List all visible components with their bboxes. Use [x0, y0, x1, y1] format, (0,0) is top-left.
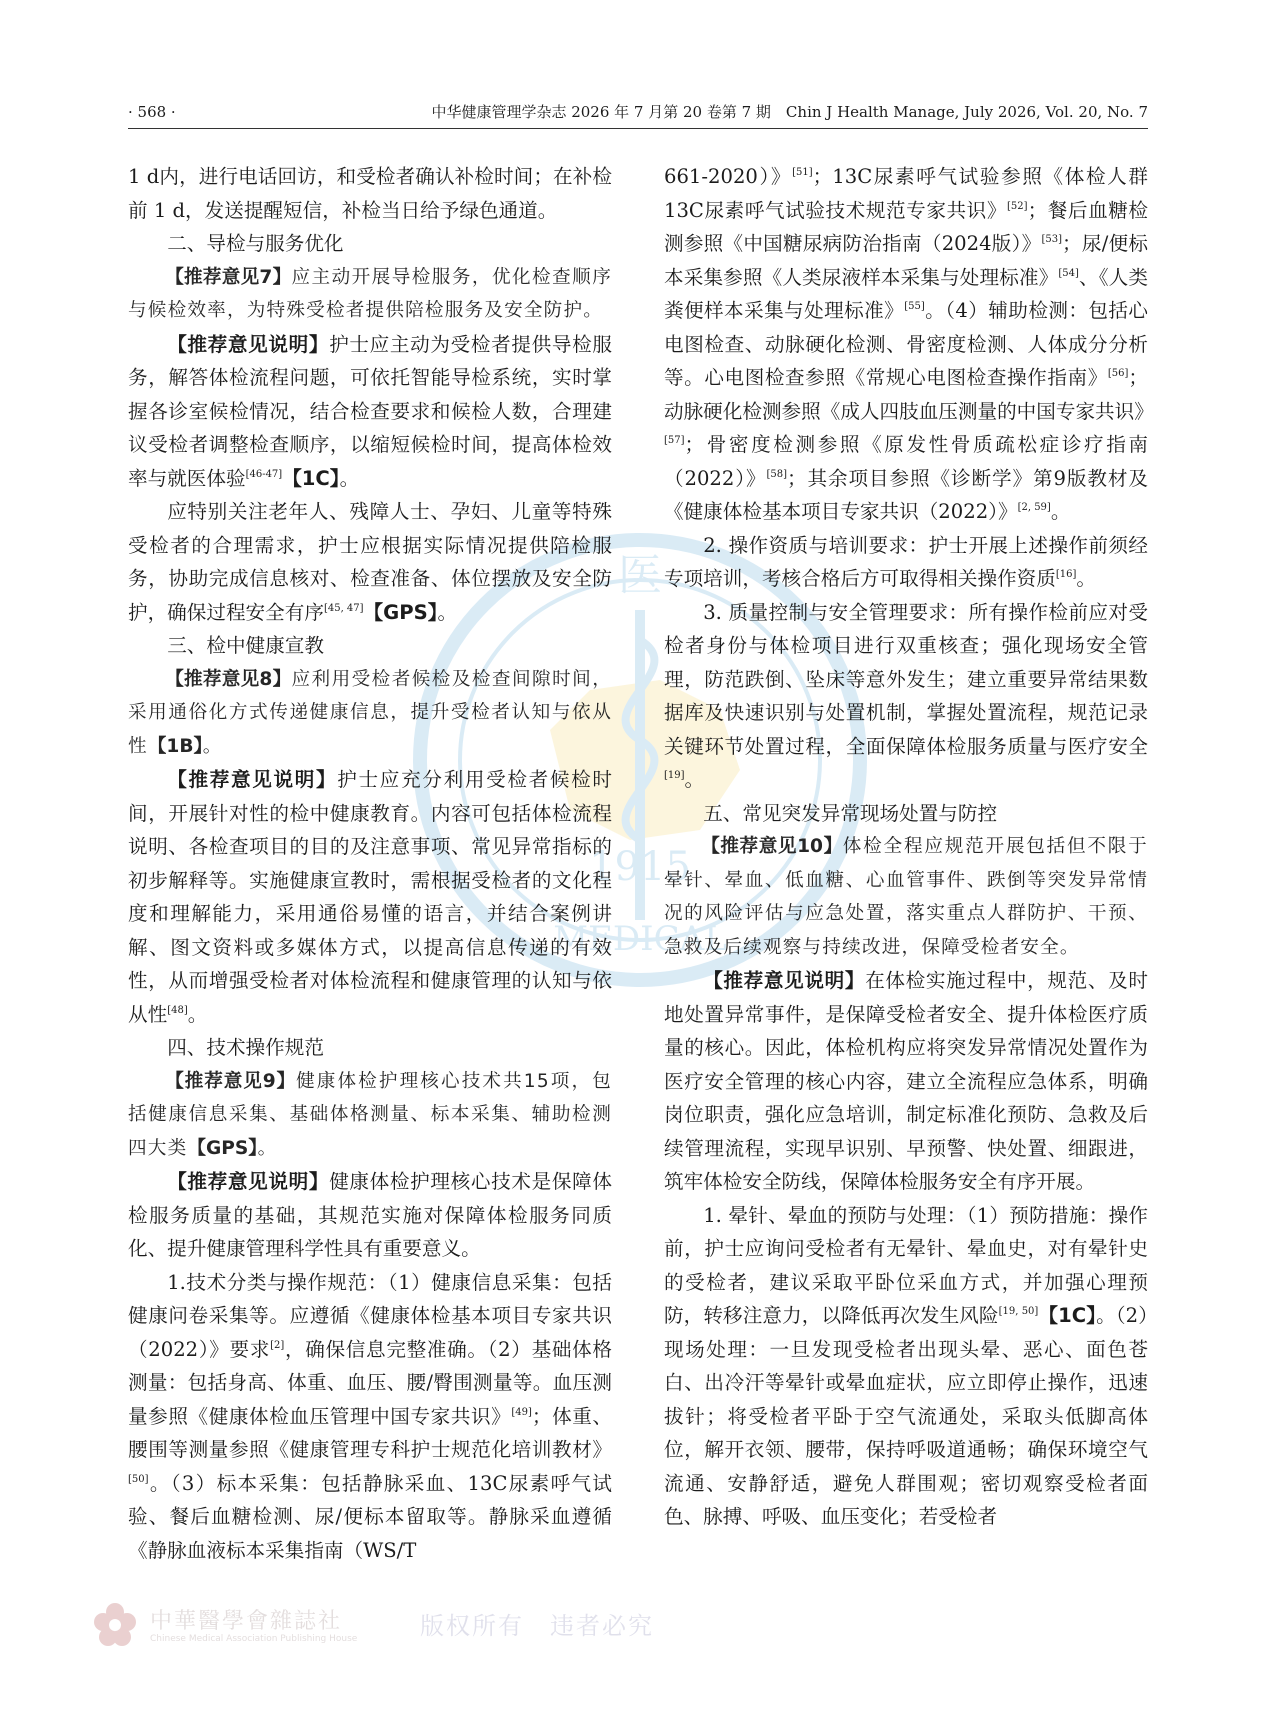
citation: [45, 47]: [323, 602, 364, 614]
evidence-grade: 【1B】: [147, 735, 203, 757]
citation: [2, 59]: [1017, 502, 1051, 513]
emblem-arc-text: MEDICAL: [553, 919, 727, 959]
paragraph-standards: 661-2020）》[51]；13C尿素呼气试验参照《体检人群13C尿素呼气试验技术规范专家共识》[52]；餐后血糖检测参照《中国糖尿病防治指南（2024版）》[53]；尿/便标本采集参照《人类尿液样本采集与处理标准》[54]、《人类粪便样本采集与处理标准》[55]。（4）辅助检测：包括心电图检查、动脉硬化检测、骨密度检测、人体成分分析等。心电图检查参照《常规心电图检查操作指南》[56]；动脉硬化检测参照《成人四肢血压测量的中国专家共识》[57]；骨密度检测参照《原发性骨质疏松症诊疗指南（2022）》[58]；其余项目参照《诊断学》第9版教材及《健康体检基本项目专家共识（2022）》[2, 59]。: [664, 165, 1154, 523]
page-number: · 568 ·: [128, 103, 176, 121]
paragraph-followup: 1 d内，进行电话回访，和受检者确认补检时间；在补检前 1 d，发送提醒短信，补检当日给予绿色通道。: [128, 165, 612, 222]
expl-label: 【推荐意见说明】: [167, 1170, 330, 1193]
rec-label: 【推荐意见10】: [701, 836, 843, 857]
paragraph-special-groups: 应特别关注老年人、残障人士、孕妇、儿童等特殊受检者的合理需求，护士应根据实际情况提供陪检服务，协助完成信息核对、检查准备、体位摆放及安全防护，确保过程安全有序[45, 47]【GPS】。: [128, 500, 612, 624]
publisher-watermark: [90, 1600, 654, 1660]
citation: [58]: [766, 468, 788, 480]
citation: [19, 50]: [998, 1306, 1039, 1317]
expl-label: 【推荐意见说明】: [167, 332, 330, 356]
journal-citation: 中华健康管理学杂志 2026 年 7 月第 20 卷第 7 期 Chin J Health Manage, July 2026, Vol. 20, No. 7: [431, 103, 1148, 121]
right-column: [664, 160, 1154, 1534]
citation: [51]: [792, 167, 813, 178]
running-header: [128, 100, 1148, 129]
citation: [48]: [167, 1004, 188, 1016]
publisher-flower-icon: [90, 1600, 140, 1650]
copyright-notice: 版权所有 违者必究: [420, 1612, 654, 1640]
citation: [16]: [1055, 569, 1077, 580]
evidence-grade: 【1C】: [1038, 1304, 1097, 1327]
explanation-7: 【推荐意见说明】护士应主动为受检者提供导检服务，解答体检流程问题，可依托智能导检系统，实时掌握各诊室候检情况，结合检查要求和候检人数，合理建议受检者调整检查顺序，以缩短候检时间，提高体检效率与就医体验[46-47]【1C】。: [128, 332, 613, 490]
publisher-name-cn: 中華醫學會雜誌社: [150, 1609, 343, 1634]
emblem-center-char: 医: [618, 550, 662, 601]
left-column: [128, 160, 612, 1567]
explanation-10: 【推荐意见说明】在体检实施过程中，规范、及时地处置异常事件，是保障受检者安全、提升体检医疗质量的核心。因此，体检机构应将突发异常情况处置作为医疗安全管理的核心内容，建立全流程应急体系，明确岗位职责，强化应急培训，制定标准化预防、急救及后续管理流程，实现早识别、早预警、快处置、细跟进，筑牢体检安全防线，保障体检服务安全有序开展。: [664, 969, 1149, 1193]
citation: [49]: [511, 1406, 532, 1418]
paragraph-fainting: 1. 晕针、晕血的预防与处理：（1）预防措施：操作前，护士应询问受检者有无晕针、晕血史，对有晕针史的受检者，建议采取平卧位采血方式，并加强心理预防，转移注意力，以降低再次发生风险[19, 50]【1C】。（2）现场处理：一旦发现受检者出现头晕、恶心、面色苍白、出冷汗等晕针或晕血症状，应立即停止操作，迅速拔针；将受检者平卧于空气流通处，采取头低脚高体位，解开衣领、腰带，保持呼吸道通畅；确保环境空气流通、安静舒适，避免人群围观；密切观察受检者面色、脉搏、呼吸、血压变化；若受检者: [664, 1203, 1149, 1528]
explanation-8: 【推荐意见说明】护士应充分利用受检者候检时间，开展针对性的检中健康教育。内容可包括体检流程说明、各检查项目的目的及注意事项、常见异常指标的初步解释等。实施健康宣教时，需根据受检者的文化程度和理解能力，采用通俗易懂的语言，并结合案例讲解、图文资料或多媒体方式，以提高信息传递的有效性，从而增强受检者对体检流程和健康管理的认知与依从性[48]。: [128, 768, 613, 1026]
evidence-grade: 【GPS】: [187, 1137, 258, 1159]
paragraph-tech-classification: 1.技术分类与操作规范：（1）健康信息采集：包括健康问卷采集等。应遵循《健康体检基本项目专家共识（2022）》要求[2]，确保信息完整准确。（2）基础体格测量：包括身高、体重、血压、腰/臀围测量等。血压测量参照《健康体检血压管理中国专家共识》[49]；体重、腰围等测量参照《健康管理专科护士规范化培训教材》[50]。（3）标本采集：包括静脉采血、13C尿素呼气试验、餐后血糖检测、尿/便标本留取等。静脉采血遵循《静脉血液标本采集指南（WS/T: [128, 1270, 613, 1562]
citation: [19]: [664, 770, 685, 781]
citation: [2]: [270, 1339, 285, 1351]
citation: [55]: [904, 301, 925, 312]
section-heading-5: 五、常见突发异常现场处置与防控: [703, 801, 998, 825]
citation: [52]: [1007, 200, 1028, 212]
publisher-name-en: Chinese Medical Association Publishing House: [150, 1634, 358, 1644]
citation: [54]: [1058, 267, 1079, 279]
paragraph-qualification: 2. 操作资质与培训要求：护士开展上述操作前须经专项培训，考核合格后方可取得相关操作资质[16]。: [664, 533, 1148, 590]
emblem-year: 1915: [589, 844, 691, 890]
citation: [56]: [1107, 368, 1129, 379]
section-heading-4: 四、技术操作规范: [167, 1036, 324, 1059]
citation: [53]: [1041, 234, 1063, 245]
recommendation-9: 【推荐意见9】健康体检护理核心技术共15项，包括健康信息采集、基础体格测量、标本采集、辅助检测四大类【GPS】。: [128, 1070, 612, 1159]
citation: [50]: [128, 1473, 149, 1485]
evidence-grade: 【1C】: [282, 466, 340, 490]
paragraph-quality-control: 3. 质量控制与安全管理要求：所有操作检前应对受检者身份与体检项目进行双重核查；强化现场安全管理，防范跌倒、坠床等意外发生；建立重要异常结果数据库及快速识别与处置机制，掌握处置流程，规范记录关键环节处置过程，全面保障体检服务质量与医疗安全[19]。: [664, 600, 1148, 791]
section-heading-3: 三、检中健康宣教: [167, 634, 324, 657]
recommendation-8: 【推荐意见8】应利用受检者候检及检查间隙时间，采用通俗化方式传递健康信息，提升受检者认知与依从性【1B】。: [128, 668, 612, 757]
recommendation-7: 【推荐意见7】应主动开展导检服务，优化检查顺序与候检效率，为特殊受检者提供陪检服务及安全防护。: [128, 266, 612, 321]
section-heading-2: 二、导检与服务优化: [167, 232, 344, 255]
expl-label: 【推荐意见说明】: [703, 969, 866, 992]
rec-label: 【推荐意见9】: [165, 1070, 297, 1092]
expl-label: 【推荐意见说明】: [167, 768, 338, 791]
rec-label: 【推荐意见7】: [165, 266, 292, 288]
citation: [57]: [664, 435, 685, 446]
explanation-9: 【推荐意见说明】健康体检护理核心技术是保障体检服务质量的基础，其规范实施对保障体检服务同质化、提升健康管理科学性具有重要意义。: [128, 1170, 613, 1260]
recommendation-10: 【推荐意见10】体检全程应规范开展包括但不限于晕针、晕血、低血糖、心血管事件、跌倒等突发异常情况的风险评估与应急处置，落实重点人群防护、干预、急救及后续观察与持续改进，保障受检者安全。: [664, 836, 1148, 958]
citation: [46-47]: [245, 468, 283, 480]
evidence-grade: 【GPS】: [363, 600, 438, 624]
rec-label: 【推荐意见8】: [165, 668, 292, 690]
